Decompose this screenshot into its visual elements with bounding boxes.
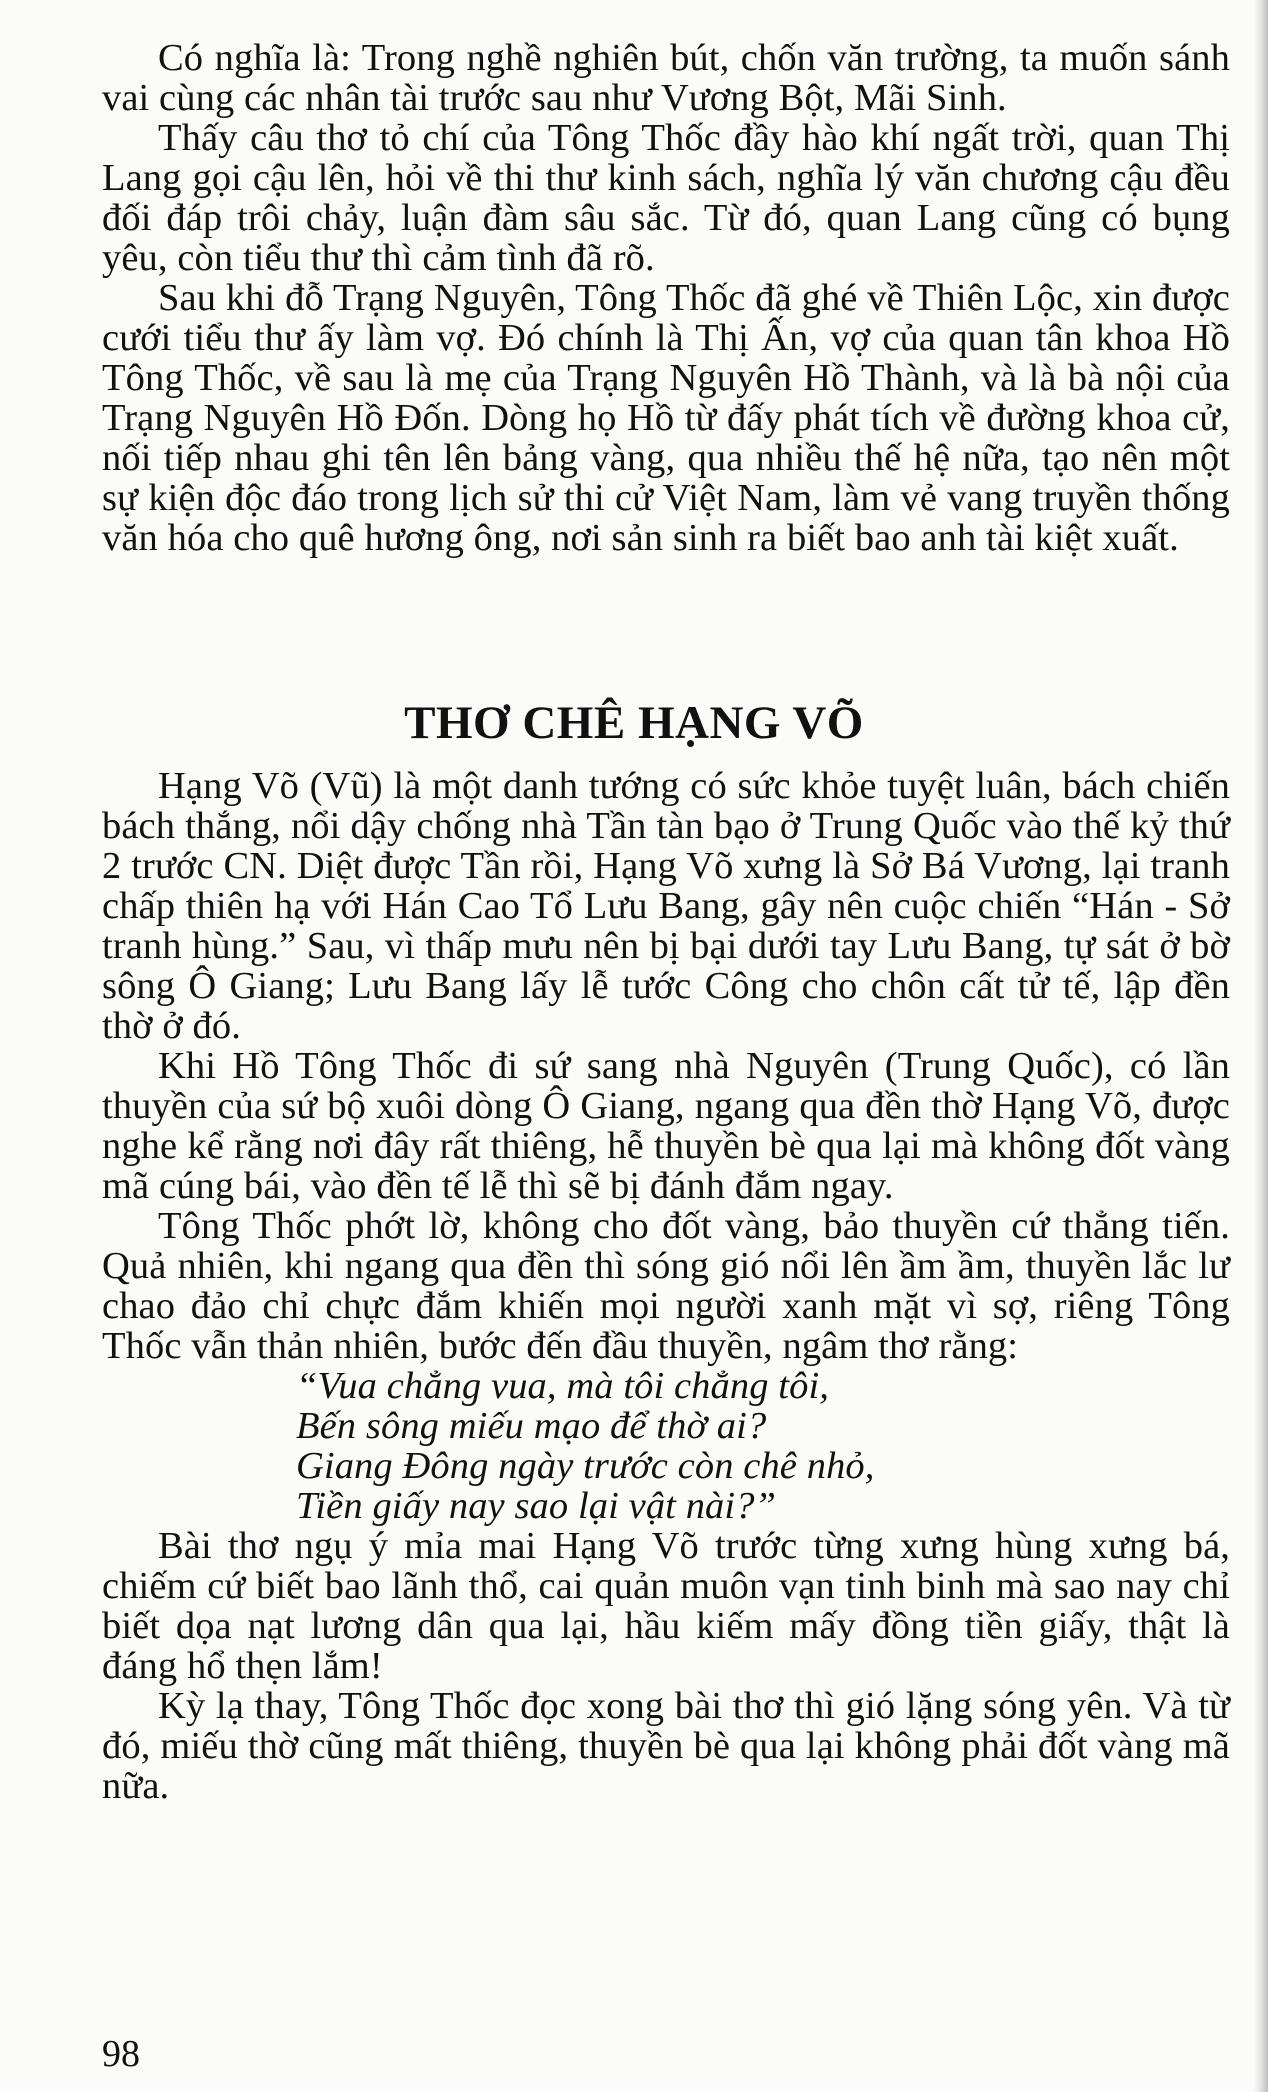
section-title: THƠ CHÊ HẠNG VÕ — [404, 697, 864, 749]
poem-line: “Vua chẳng vua, mà tôi chẳng tôi, — [296, 1365, 829, 1407]
poem-line: Giang Đông ngày trước còn chê nhỏ, — [296, 1445, 875, 1487]
poem-line: Tiền giấy nay sao lại vật nài?” — [296, 1485, 777, 1527]
main-text-block — [102, 766, 1230, 1806]
paragraph-thi-lang: Thấy câu thơ tỏ chí của Tông Thốc đầy hào khí ngất trời, quan Thị Lang gọi cậu lên, hỏi về thi thư kinh sách, nghĩa lý văn chương cậu đều đối đáp trôi chảy, luận đàm sâu sắc. Từ đó, quan Lang cũng có bụng yêu, còn tiểu thư thì cảm tình đã rõ. — [102, 117, 1230, 279]
paragraph-ngu-y: Bài thơ ngụ ý mỉa mai Hạng Võ trước từng xưng hùng xưng bá, chiếm cứ biết bao lãnh thổ, cai quản muôn vạn tinh binh mà sao nay chỉ biết dọa nạt lương dân qua lại, hầu kiếm mấy đồng tiền giấy, thật là đáng hổ thẹn lắm! — [102, 1525, 1230, 1687]
paragraph-ky-la: Kỳ lạ thay, Tông Thốc đọc xong bài thơ thì gió lặng sóng yên. Và từ đó, miếu thờ cũng mất thiêng, thuyền bè qua lại không phải đốt vàng mã nữa. — [102, 1685, 1230, 1807]
paragraph-trang-nguyen: Sau khi đỗ Trạng Nguyên, Tông Thốc đã ghé về Thiên Lộc, xin được cưới tiểu thư ấy làm vợ. Đó chính là Thị Ấn, vợ của quan tân khoa Hồ Tông Thốc, về sau là mẹ của Trạng Nguyên Hồ Thành, và là bà nội của Trạng Nguyên Hồ Đốn. Dòng họ Hồ từ đấy phát tích về đường khoa cử, nối tiếp nhau ghi tên lên bảng vàng, qua nhiều thế hệ nữa, tạo nên một sự kiện độc đáo trong lịch sử thi cử Việt Nam, làm vẻ vang truyền thống văn hóa cho quê hương ông, nơi sản sinh ra biết bao anh tài kiệt xuất. — [102, 277, 1230, 559]
top-text-block — [102, 38, 1230, 558]
poem — [102, 1366, 1230, 1526]
page-number: 98 — [102, 2033, 140, 2075]
paragraph-hang-vo: Hạng Võ (Vũ) là một danh tướng có sức khỏe tuyệt luân, bách chiến bách thắng, nổi dậy chống nhà Tần tàn bạo ở Trung Quốc vào thế kỷ thứ 2 trước CN. Diệt được Tần rồi, Hạng Võ xưng là Sở Bá Vương, lại tranh chấp thiên hạ với Hán Cao Tổ Lưu Bang, gây nên cuộc chiến “Hán - Sở tranh hùng.” Sau, vì thấp mưu nên bị bại dưới tay Lưu Bang, tự sát ở bờ sông Ô Giang; Lưu Bang lấy lễ tước Công cho chôn cất tử tế, lập đền thờ ở đó. — [102, 765, 1230, 1047]
page-edge-shadow — [1254, 0, 1268, 2092]
poem-line: Bến sông miếu mạo để thờ ai? — [296, 1405, 767, 1447]
paragraph-phot-lo: Tông Thốc phớt lờ, không cho đốt vàng, bảo thuyền cứ thẳng tiến. Quả nhiên, khi ngang qua đền thì sóng gió nổi lên ầm ầm, thuyền lắc lư chao đảo chỉ chực đắm khiến mọi người xanh mặt vì sợ, riêng Tông Thốc vẫn thản nhiên, bước đến đầu thuyền, ngâm thơ rằng: — [102, 1205, 1230, 1367]
paragraph-continuation: Có nghĩa là: Trong nghề nghiên bút, chốn văn trường, ta muốn sánh vai cùng các nhân tài trước sau như Vương Bột, Mãi Sinh. — [102, 37, 1230, 119]
paragraph-di-su: Khi Hồ Tông Thốc đi sứ sang nhà Nguyên (Trung Quốc), có lần thuyền của sứ bộ xuôi dòng Ô Giang, ngang qua đền thờ Hạng Võ, được nghe kể rằng nơi đây rất thiêng, hễ thuyền bè qua lại mà không đốt vàng mã cúng bái, vào đền tế lễ thì sẽ bị đánh đắm ngay. — [102, 1045, 1230, 1207]
